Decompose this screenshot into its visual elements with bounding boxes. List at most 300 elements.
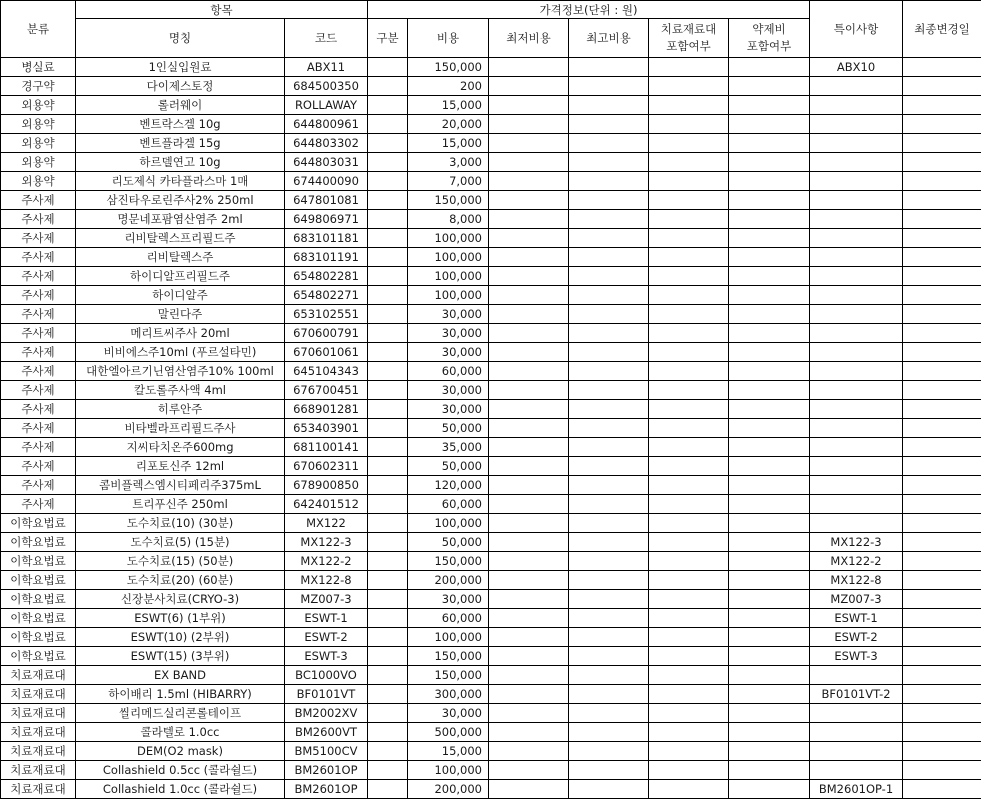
cell-name: 리도제식 카타플라스마 1매 (76, 172, 285, 191)
table-row (1, 267, 981, 286)
cell-max-cost (569, 685, 649, 704)
cell-min-cost (489, 134, 569, 153)
table-row (1, 248, 981, 267)
cell-drug-included (729, 761, 810, 780)
cell-name: 칼도롤주사액 4ml (76, 381, 285, 400)
cell-type (368, 419, 408, 438)
cell-category: 이학요법료 (1, 609, 76, 628)
cell-remarks (810, 191, 903, 210)
cell-drug-included (729, 438, 810, 457)
cell-max-cost (569, 552, 649, 571)
cell-cost: 8,000 (408, 210, 489, 229)
cell-drug-included (729, 723, 810, 742)
cell-last-modified (903, 115, 981, 134)
cell-cost: 60,000 (408, 609, 489, 628)
cell-min-cost (489, 419, 569, 438)
cell-last-modified (903, 666, 981, 685)
cell-type (368, 514, 408, 533)
cell-code: ESWT-3 (285, 647, 368, 666)
cell-code: 654802281 (285, 267, 368, 286)
cell-remarks (810, 457, 903, 476)
cell-drug-included (729, 590, 810, 609)
cell-remarks (810, 153, 903, 172)
cell-remarks (810, 286, 903, 305)
cell-material-included (649, 172, 729, 191)
cell-min-cost (489, 514, 569, 533)
cell-category: 이학요법료 (1, 533, 76, 552)
cell-type (368, 191, 408, 210)
cell-min-cost (489, 590, 569, 609)
cell-last-modified (903, 248, 981, 267)
cell-last-modified (903, 495, 981, 514)
cell-category: 이학요법료 (1, 571, 76, 590)
cell-code: BM2600VT (285, 723, 368, 742)
cell-remarks (810, 172, 903, 191)
cell-last-modified (903, 476, 981, 495)
cell-category: 치료재료대 (1, 780, 76, 799)
cell-material-included (649, 723, 729, 742)
cell-remarks (810, 419, 903, 438)
cell-min-cost (489, 381, 569, 400)
cell-max-cost (569, 590, 649, 609)
cell-name: 트리푸신주 250ml (76, 495, 285, 514)
cell-remarks (810, 514, 903, 533)
cell-material-included (649, 248, 729, 267)
cell-type (368, 286, 408, 305)
cell-max-cost (569, 419, 649, 438)
cell-name: 하이디알프리필드주 (76, 267, 285, 286)
cell-type (368, 134, 408, 153)
cell-category: 병실료 (1, 58, 76, 77)
cell-type (368, 761, 408, 780)
cell-code: MX122-8 (285, 571, 368, 590)
cell-code: 668901281 (285, 400, 368, 419)
cell-min-cost (489, 476, 569, 495)
cell-category: 주사제 (1, 362, 76, 381)
cell-name: ESWT(15) (3부위) (76, 647, 285, 666)
cell-min-cost (489, 343, 569, 362)
cell-min-cost (489, 685, 569, 704)
cell-name: EX BAND (76, 666, 285, 685)
table-row (1, 609, 981, 628)
cell-category: 주사제 (1, 267, 76, 286)
cell-drug-included (729, 685, 810, 704)
cell-code: BM2601OP (285, 761, 368, 780)
cell-cost: 20,000 (408, 115, 489, 134)
header-drug-included: 약제비 포함여부 (729, 19, 810, 58)
table-row (1, 115, 981, 134)
cell-drug-included (729, 96, 810, 115)
cell-remarks (810, 134, 903, 153)
cell-type (368, 153, 408, 172)
cell-category: 주사제 (1, 191, 76, 210)
cell-drug-included (729, 305, 810, 324)
header-min-cost: 최저비용 (489, 19, 569, 58)
cell-type (368, 96, 408, 115)
cell-drug-included (729, 115, 810, 134)
cell-category: 주사제 (1, 400, 76, 419)
cell-last-modified (903, 552, 981, 571)
cell-code: 674400090 (285, 172, 368, 191)
table-row (1, 571, 981, 590)
cell-last-modified (903, 704, 981, 723)
cell-remarks: BF0101VT-2 (810, 685, 903, 704)
cell-drug-included (729, 400, 810, 419)
header-type: 구분 (368, 19, 408, 58)
cell-name: 도수치료(15) (50분) (76, 552, 285, 571)
cell-type (368, 495, 408, 514)
cell-type (368, 172, 408, 191)
cell-code: MX122-2 (285, 552, 368, 571)
table-row (1, 704, 981, 723)
cell-min-cost (489, 457, 569, 476)
cell-max-cost (569, 77, 649, 96)
cell-max-cost (569, 324, 649, 343)
cell-material-included (649, 96, 729, 115)
cell-name: Collashield 1.0cc (콜라쉴드) (76, 780, 285, 799)
cell-category: 주사제 (1, 457, 76, 476)
cell-category: 경구약 (1, 77, 76, 96)
cell-min-cost (489, 571, 569, 590)
cell-remarks (810, 742, 903, 761)
cell-name: 말린다주 (76, 305, 285, 324)
header-material-included: 치료재료대 포함여부 (649, 19, 729, 58)
cell-last-modified (903, 609, 981, 628)
cell-material-included (649, 742, 729, 761)
cell-max-cost (569, 172, 649, 191)
cell-category: 이학요법료 (1, 552, 76, 571)
cell-code: 653102551 (285, 305, 368, 324)
cell-type (368, 533, 408, 552)
cell-max-cost (569, 457, 649, 476)
cell-name: 콤비플렉스엠시티페리주375mL (76, 476, 285, 495)
cell-min-cost (489, 267, 569, 286)
cell-name: 리포토신주 12ml (76, 457, 285, 476)
cell-code: 684500350 (285, 77, 368, 96)
cell-name: 히루안주 (76, 400, 285, 419)
table-row (1, 191, 981, 210)
cell-last-modified (903, 514, 981, 533)
table-row (1, 172, 981, 191)
cell-min-cost (489, 761, 569, 780)
cell-drug-included (729, 134, 810, 153)
cell-material-included (649, 343, 729, 362)
cell-material-included (649, 495, 729, 514)
table-row (1, 742, 981, 761)
cell-material-included (649, 761, 729, 780)
cell-last-modified (903, 229, 981, 248)
cell-cost: 50,000 (408, 533, 489, 552)
cell-category: 주사제 (1, 343, 76, 362)
cell-remarks: ESWT-3 (810, 647, 903, 666)
cell-type (368, 77, 408, 96)
cell-cost: 7,000 (408, 172, 489, 191)
cell-type (368, 685, 408, 704)
cell-cost: 30,000 (408, 704, 489, 723)
cell-cost: 150,000 (408, 647, 489, 666)
cell-cost: 50,000 (408, 457, 489, 476)
cell-last-modified (903, 286, 981, 305)
cell-cost: 150,000 (408, 191, 489, 210)
cell-last-modified (903, 172, 981, 191)
cell-code: 653403901 (285, 419, 368, 438)
cell-code: 647801081 (285, 191, 368, 210)
header-remarks: 특이사항 (810, 1, 903, 58)
cell-name: 씰리메드실리콘롤테이프 (76, 704, 285, 723)
cell-remarks: MX122-3 (810, 533, 903, 552)
cell-code: 683101181 (285, 229, 368, 248)
cell-remarks: MX122-8 (810, 571, 903, 590)
cell-drug-included (729, 362, 810, 381)
cell-last-modified (903, 647, 981, 666)
header-last-modified: 최종변경일 (903, 1, 981, 58)
cell-type (368, 210, 408, 229)
cell-code: BM2002XV (285, 704, 368, 723)
cell-material-included (649, 704, 729, 723)
cell-cost: 15,000 (408, 96, 489, 115)
cell-name: 다이제스토정 (76, 77, 285, 96)
cell-code: 654802271 (285, 286, 368, 305)
cell-cost: 100,000 (408, 267, 489, 286)
cell-drug-included (729, 666, 810, 685)
cell-material-included (649, 324, 729, 343)
cell-code: 644800961 (285, 115, 368, 134)
cell-type (368, 115, 408, 134)
cell-drug-included (729, 381, 810, 400)
cell-max-cost (569, 628, 649, 647)
cell-type (368, 229, 408, 248)
cell-remarks (810, 723, 903, 742)
cell-last-modified (903, 571, 981, 590)
table-row (1, 685, 981, 704)
cell-min-cost (489, 647, 569, 666)
cell-code: 670602311 (285, 457, 368, 476)
cell-material-included (649, 438, 729, 457)
cell-code: ABX11 (285, 58, 368, 77)
cell-name: 비타벨라프리필드주사 (76, 419, 285, 438)
cell-last-modified (903, 267, 981, 286)
cell-drug-included (729, 609, 810, 628)
cell-code: MX122 (285, 514, 368, 533)
cell-drug-included (729, 77, 810, 96)
table-row (1, 153, 981, 172)
table-row (1, 134, 981, 153)
cell-remarks (810, 229, 903, 248)
cell-category: 주사제 (1, 381, 76, 400)
cell-type (368, 248, 408, 267)
cell-remarks: MZ007-3 (810, 590, 903, 609)
header-cost: 비용 (408, 19, 489, 58)
cell-category: 치료재료대 (1, 761, 76, 780)
cell-code: 642401512 (285, 495, 368, 514)
cell-cost: 35,000 (408, 438, 489, 457)
cell-drug-included (729, 248, 810, 267)
table-row (1, 647, 981, 666)
cell-category: 주사제 (1, 286, 76, 305)
cell-type (368, 609, 408, 628)
cell-last-modified (903, 134, 981, 153)
table-row (1, 305, 981, 324)
cell-material-included (649, 476, 729, 495)
cell-max-cost (569, 229, 649, 248)
cell-code: MX122-3 (285, 533, 368, 552)
cell-material-included (649, 115, 729, 134)
cell-max-cost (569, 476, 649, 495)
cell-max-cost (569, 742, 649, 761)
cell-last-modified (903, 362, 981, 381)
cell-material-included (649, 685, 729, 704)
cell-last-modified (903, 77, 981, 96)
table-row (1, 761, 981, 780)
table-row (1, 438, 981, 457)
cell-max-cost (569, 305, 649, 324)
cell-remarks (810, 761, 903, 780)
cell-type (368, 552, 408, 571)
cell-last-modified (903, 761, 981, 780)
cell-drug-included (729, 286, 810, 305)
table-row (1, 343, 981, 362)
cell-code: BF0101VT (285, 685, 368, 704)
cell-cost: 3,000 (408, 153, 489, 172)
cell-name: 지씨타치온주600mg (76, 438, 285, 457)
cell-cost: 100,000 (408, 628, 489, 647)
table-row (1, 628, 981, 647)
cell-max-cost (569, 514, 649, 533)
cell-material-included (649, 628, 729, 647)
cell-name: ESWT(10) (2부위) (76, 628, 285, 647)
cell-remarks (810, 267, 903, 286)
cell-name: 벤트플라겔 15g (76, 134, 285, 153)
cell-name: 대한엘아르기닌염산염주10% 100ml (76, 362, 285, 381)
cell-category: 주사제 (1, 438, 76, 457)
cell-material-included (649, 419, 729, 438)
cell-cost: 30,000 (408, 324, 489, 343)
cell-cost: 200 (408, 77, 489, 96)
cell-type (368, 571, 408, 590)
cell-min-cost (489, 96, 569, 115)
cell-material-included (649, 400, 729, 419)
cell-min-cost (489, 229, 569, 248)
cell-code: ESWT-1 (285, 609, 368, 628)
cell-material-included (649, 191, 729, 210)
cell-category: 이학요법료 (1, 647, 76, 666)
cell-type (368, 343, 408, 362)
cell-min-cost (489, 77, 569, 96)
cell-name: 신장분사치료(CRYO-3) (76, 590, 285, 609)
cell-remarks: MX122-2 (810, 552, 903, 571)
table-row (1, 590, 981, 609)
cell-code: 681100141 (285, 438, 368, 457)
cell-material-included (649, 229, 729, 248)
table-row (1, 514, 981, 533)
cell-category: 주사제 (1, 248, 76, 267)
cell-category: 치료재료대 (1, 704, 76, 723)
header-category: 분류 (1, 1, 76, 58)
table-row (1, 77, 981, 96)
table-row (1, 286, 981, 305)
cell-drug-included (729, 742, 810, 761)
cell-type (368, 628, 408, 647)
cell-material-included (649, 590, 729, 609)
cell-drug-included (729, 58, 810, 77)
cell-material-included (649, 210, 729, 229)
cell-max-cost (569, 286, 649, 305)
cell-material-included (649, 571, 729, 590)
cell-max-cost (569, 438, 649, 457)
cell-material-included (649, 267, 729, 286)
cell-name: ESWT(6) (1부위) (76, 609, 285, 628)
cell-material-included (649, 286, 729, 305)
cell-type (368, 58, 408, 77)
cell-code: 678900850 (285, 476, 368, 495)
cell-min-cost (489, 305, 569, 324)
cell-min-cost (489, 609, 569, 628)
cell-name: 하르델연고 10g (76, 153, 285, 172)
cell-remarks (810, 381, 903, 400)
cell-code: ROLLAWAY (285, 96, 368, 115)
cell-drug-included (729, 647, 810, 666)
cell-cost: 60,000 (408, 362, 489, 381)
table-row (1, 495, 981, 514)
cell-min-cost (489, 533, 569, 552)
table-row (1, 666, 981, 685)
cell-remarks: ESWT-2 (810, 628, 903, 647)
cell-type (368, 704, 408, 723)
cell-drug-included (729, 514, 810, 533)
cell-last-modified (903, 590, 981, 609)
cell-last-modified (903, 628, 981, 647)
cell-category: 치료재료대 (1, 742, 76, 761)
table-row (1, 229, 981, 248)
cell-cost: 120,000 (408, 476, 489, 495)
table-row (1, 419, 981, 438)
cell-min-cost (489, 742, 569, 761)
cell-category: 주사제 (1, 305, 76, 324)
cell-type (368, 400, 408, 419)
cell-cost: 150,000 (408, 58, 489, 77)
cell-drug-included (729, 552, 810, 571)
cell-material-included (649, 77, 729, 96)
table-row (1, 210, 981, 229)
cell-drug-included (729, 153, 810, 172)
cell-code: 683101191 (285, 248, 368, 267)
cell-material-included (649, 533, 729, 552)
cell-last-modified (903, 343, 981, 362)
cell-drug-included (729, 628, 810, 647)
cell-cost: 30,000 (408, 381, 489, 400)
cell-last-modified (903, 153, 981, 172)
cell-max-cost (569, 134, 649, 153)
cell-last-modified (903, 305, 981, 324)
cell-remarks (810, 400, 903, 419)
cell-material-included (649, 58, 729, 77)
cell-cost: 300,000 (408, 685, 489, 704)
cell-remarks (810, 343, 903, 362)
cell-cost: 100,000 (408, 248, 489, 267)
cell-type (368, 476, 408, 495)
cell-max-cost (569, 343, 649, 362)
cell-min-cost (489, 153, 569, 172)
cell-min-cost (489, 362, 569, 381)
table-row (1, 381, 981, 400)
cell-max-cost (569, 96, 649, 115)
cell-material-included (649, 457, 729, 476)
cell-min-cost (489, 666, 569, 685)
cell-cost: 150,000 (408, 666, 489, 685)
cell-category: 주사제 (1, 324, 76, 343)
cell-drug-included (729, 210, 810, 229)
cell-max-cost (569, 153, 649, 172)
